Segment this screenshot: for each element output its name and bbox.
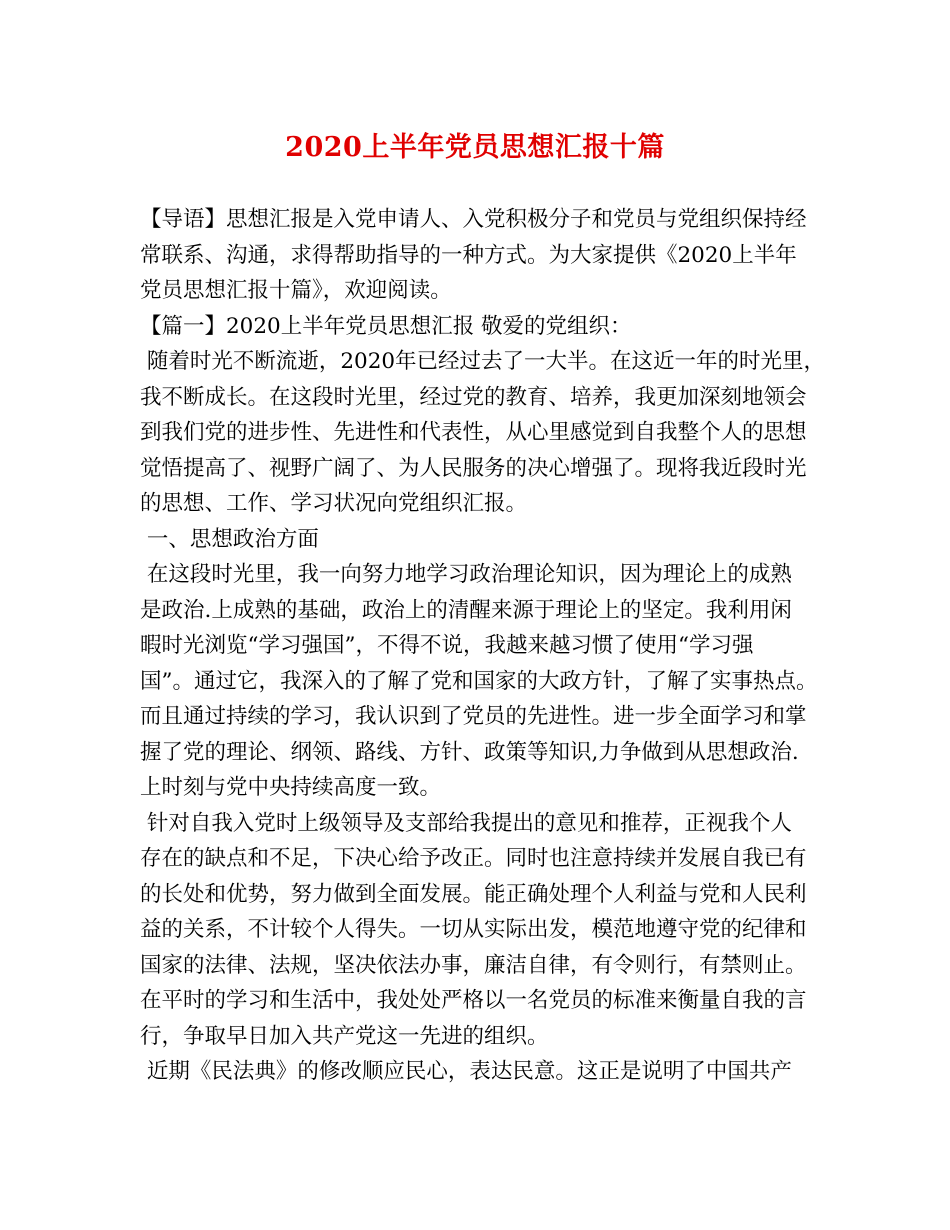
body-line: 觉悟提高了、视野广阔了、为人民服务的决心增强了。现将我近段时光	[140, 455, 807, 481]
body-line: 暇时光浏览“学习强国”，不得不说，我越来越习惯了使用“学习强	[140, 633, 754, 658]
body-line: 存在的缺点和不足，下决心给予改正。同时也注意持续并发展自我已有	[140, 846, 807, 871]
body-line: 【篇一】2020上半年党员思想汇报 敬爱的党组织：	[140, 313, 632, 339]
body-line: 国家的法律、法规，坚决依法办事，廉洁自律，有令则行，有禁则止。	[140, 952, 807, 978]
body-line: 【导语】思想汇报是入党申请人、入党积极分子和党员与党组织保持经	[140, 207, 807, 232]
body-line: 行，争取早日加入共产党这一先进的组织。	[140, 1023, 549, 1049]
body-line: 党员思想汇报十篇》，欢迎阅读。	[140, 278, 452, 303]
body-line: 上时刻与党中央持续高度一致。	[140, 775, 442, 800]
body-line: 国”。通过它，我深入的了解了党和国家的大政方针，了解了实事热点。	[140, 668, 818, 694]
body-line: 近期《民法典》的修改顺应民心，表达民意。这正是说明了中国共产	[140, 1059, 792, 1084]
body-line: 握了党的理论、纲领、路线、方针、政策等知识,力争做到从思想政治.	[140, 739, 799, 765]
body-line: 针对自我入党时上级领导及支部给我提出的意见和推荐，正视我个人	[140, 810, 792, 836]
body-line: 益的关系，不计较个人得失。一切从实际出发，模范地遵守党的纪律和	[140, 917, 807, 942]
body-line: 在这段时光里，我一向努力地学习政治理论知识，因为理论上的成熟	[140, 562, 792, 587]
body-line: 到我们党的进步性、先进性和代表性，从心里感觉到自我整个人的思想	[140, 420, 807, 445]
section-heading: 一、思想政治方面	[140, 526, 319, 552]
body-line: 我不断成长。在这段时光里，经过党的教育、培养，我更加深刻地领会	[140, 384, 807, 410]
body-line: 在平时的学习和生活中，我处处严格以一名党员的标准来衡量自我的言	[140, 988, 807, 1013]
document-title: 2020上半年党员思想汇报十篇	[285, 132, 665, 163]
document-body	[140, 202, 830, 1090]
body-line: 而且通过持续的学习，我认识到了党员的先进性。进一步全面学习和掌	[140, 704, 807, 729]
body-line: 常联系、沟通，求得帮助指导的一种方式。为大家提供《2020上半年	[140, 242, 797, 268]
body-line: 是政治.上成熟的基础，政治上的清醒来源于理论上的坚定。我利用闲	[140, 597, 792, 623]
body-line: 随着时光不断流逝，2020年已经过去了一大半。在这近一年的时光里，	[140, 349, 826, 374]
body-line: 的长处和优势，努力做到全面发展。能正确处理个人利益与党和人民利	[140, 881, 807, 907]
body-line: 的思想、工作、学习状况向党组织汇报。	[140, 491, 528, 516]
